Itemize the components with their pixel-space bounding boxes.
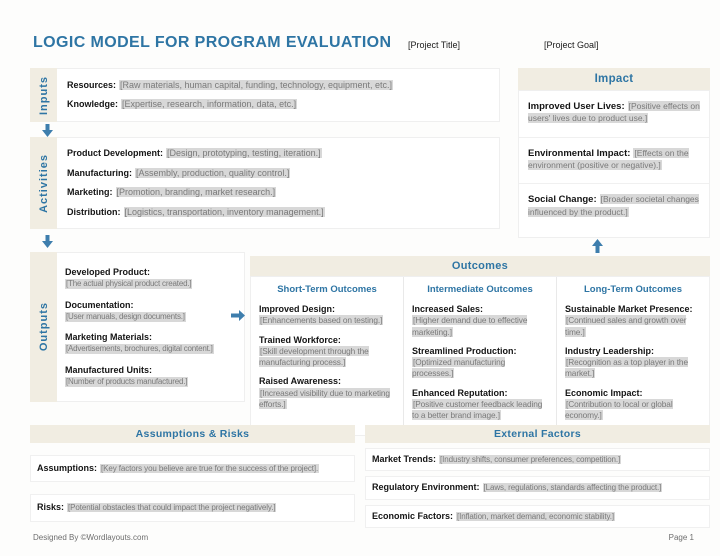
project-title-placeholder[interactable]: [Project Title]	[408, 40, 461, 50]
footer-credit: Designed By ©Wordlayouts.com	[33, 533, 149, 542]
external-factor-placeholder-field[interactable]: [Industry shifts, consumer preferences, competition.]	[440, 455, 621, 464]
activity-label: Distribution:	[67, 206, 121, 217]
activity-row	[67, 148, 489, 159]
impact-placeholder-field[interactable]: [Positive effects on users' lives due to product use.]	[528, 101, 700, 124]
outcome-item	[565, 304, 701, 338]
outcomes-grid	[250, 276, 710, 436]
activity-placeholder-field[interactable]: [Design, prototyping, testing, iteration.]	[167, 148, 321, 159]
outcomes-column-intermediate	[403, 277, 556, 435]
impact-item	[519, 91, 709, 138]
activity-row	[67, 187, 489, 198]
outcome-item	[259, 304, 395, 327]
page-number: Page 1	[668, 533, 694, 542]
outcome-item	[259, 335, 395, 369]
activities-section	[30, 137, 500, 229]
input-label: Resources:	[67, 79, 117, 90]
outputs-section	[30, 252, 245, 402]
outcome-placeholder-field[interactable]: [Contribution to local or global economy.]	[565, 398, 673, 420]
impact-label: Environmental Impact:	[528, 147, 631, 159]
outcome-label: Increased Sales:	[412, 304, 484, 314]
activity-label: Marketing:	[67, 187, 113, 198]
outcome-label: Improved Design:	[259, 304, 336, 314]
outcome-placeholder-field[interactable]: [Positive customer feedback leading to a better brand image.]	[412, 398, 543, 420]
impact-label: Social Change:	[528, 194, 597, 206]
output-label: Documentation:	[65, 299, 134, 310]
outcomes-header: Outcomes	[250, 256, 710, 276]
external-factor-row	[365, 448, 710, 471]
input-label: Knowledge:	[67, 99, 118, 110]
impact-placeholder-field[interactable]: [Effects on the environment (positive or negative).]	[528, 147, 689, 171]
outcomes-column-header: Short-Term Outcomes	[277, 284, 377, 295]
outcome-label: Streamlined Production:	[412, 345, 517, 356]
activities-vertical-label: Activities	[37, 153, 50, 213]
assumptions-risks-header: Assumptions & Risks	[30, 425, 355, 443]
outputs-content	[57, 252, 245, 402]
external-factor-label: Regulatory Environment:	[372, 482, 480, 493]
outputs-strip	[30, 252, 57, 402]
outcome-placeholder-field[interactable]: [Increased visibility due to marketing efforts.]	[259, 387, 390, 409]
output-label: Developed Product:	[65, 267, 151, 277]
outcome-placeholder-field[interactable]: [Optimized manufacturing processes.]	[412, 357, 506, 379]
outcome-placeholder-field[interactable]: [Skill development through the manufacturing process.]	[259, 345, 369, 367]
outcome-label: Enhanced Reputation:	[412, 387, 508, 398]
activities-strip	[30, 137, 57, 229]
assumptions-row	[30, 455, 355, 482]
output-placeholder-field[interactable]: [Advertisements, brochures, digital content.]	[66, 344, 213, 354]
outputs-vertical-label: Outputs	[37, 302, 50, 352]
output-placeholder-field[interactable]: [The actual physical product created.]	[66, 279, 192, 289]
external-factor-placeholder-field[interactable]: [Inflation, market demand, economic stability.]	[457, 511, 615, 521]
outcomes-column-short-term	[251, 277, 403, 435]
input-row	[67, 99, 489, 110]
activity-placeholder-field[interactable]: [Logistics, transportation, inventory management.]	[124, 206, 324, 217]
outcome-item	[259, 376, 395, 410]
down-arrow-icon	[42, 124, 53, 137]
outcome-label: Industry Leadership:	[565, 345, 655, 356]
input-placeholder-field[interactable]: [Raw materials, human capital, funding, technology, equipment, etc.]	[120, 79, 393, 90]
external-factor-label: Market Trends:	[372, 454, 437, 464]
inputs-strip	[30, 68, 57, 122]
outcome-item	[565, 346, 701, 380]
project-goal-placeholder[interactable]: [Project Goal]	[544, 40, 599, 50]
assumptions-placeholder-field[interactable]: [Key factors you believe are true for the success of the project].	[101, 464, 319, 473]
assumptions-risks-section	[30, 425, 355, 522]
outcome-item	[412, 346, 548, 380]
risks-label: Risks:	[37, 502, 65, 513]
inputs-vertical-label: Inputs	[37, 75, 50, 115]
outcomes-column-header: Long-Term Outcomes	[584, 284, 682, 295]
outcome-label: Trained Workforce:	[259, 334, 341, 345]
input-placeholder-field[interactable]: [Expertise, research, information, data, etc.]	[122, 99, 297, 110]
risks-row	[30, 494, 355, 521]
activity-placeholder-field[interactable]: [Promotion, branding, market research.]	[116, 187, 276, 198]
outcome-label: Sustainable Market Presence:	[565, 304, 693, 314]
output-item	[65, 365, 236, 388]
right-arrow-icon	[231, 310, 245, 321]
outcome-item	[412, 388, 548, 422]
page-title: LOGIC MODEL FOR PROGRAM EVALUATION	[33, 34, 392, 51]
external-factors-header: External Factors	[365, 425, 710, 443]
outcomes-section	[250, 256, 710, 436]
external-factor-row	[365, 505, 710, 528]
output-label: Manufactured Units:	[65, 364, 153, 375]
output-placeholder-field[interactable]: [User manuals, design documents.]	[66, 311, 185, 321]
activity-label: Product Development:	[67, 148, 164, 159]
output-item	[65, 300, 236, 323]
output-label: Marketing Materials:	[65, 332, 153, 342]
outcomes-column-header: Intermediate Outcomes	[427, 284, 533, 295]
activity-row	[67, 207, 489, 218]
outcomes-column-long-term	[556, 277, 709, 435]
input-row	[67, 80, 489, 91]
output-item	[65, 267, 236, 290]
outcome-item	[412, 304, 548, 338]
outcome-placeholder-field[interactable]: [Continued sales and growth over time.]	[565, 315, 687, 337]
activity-row	[67, 168, 489, 179]
external-factor-row	[365, 476, 710, 499]
activity-placeholder-field[interactable]: [Assembly, production, quality control.]	[136, 167, 290, 178]
output-placeholder-field[interactable]: [Number of products manufactured.]	[66, 376, 188, 386]
activities-content	[57, 137, 500, 229]
impact-header: Impact	[518, 68, 710, 90]
outcome-placeholder-field[interactable]: [Higher demand due to effective marketing.]	[412, 315, 528, 337]
assumptions-label: Assumptions:	[37, 463, 98, 473]
impact-placeholder-field[interactable]: [Broader societal changes influenced by the product.]	[528, 194, 699, 217]
external-factor-label: Economic Factors:	[372, 510, 454, 521]
inputs-section	[30, 68, 500, 122]
impact-section	[518, 68, 710, 238]
outcome-label: Raised Awareness:	[259, 376, 342, 387]
outcome-label: Economic Impact:	[565, 387, 643, 398]
output-item	[65, 332, 236, 355]
down-arrow-icon	[42, 235, 53, 248]
inputs-content	[57, 68, 500, 122]
impact-item	[519, 138, 709, 185]
activity-label: Manufacturing:	[67, 167, 132, 178]
impact-item	[519, 184, 709, 237]
external-factors-section	[365, 425, 710, 528]
external-factor-placeholder-field[interactable]: [Laws, regulations, standards affecting the product.]	[483, 483, 662, 493]
risks-placeholder-field[interactable]: [Potential obstacles that could impact the project negatively.]	[68, 503, 276, 513]
outcome-placeholder-field[interactable]: [Enhancements based on testing.]	[260, 315, 383, 326]
up-arrow-icon	[592, 239, 603, 253]
impact-label: Improved User Lives:	[528, 101, 625, 112]
impact-body	[518, 90, 710, 238]
outcome-placeholder-field[interactable]: [Recognition as a top player in the market.]	[565, 357, 688, 379]
outcome-item	[565, 388, 701, 422]
